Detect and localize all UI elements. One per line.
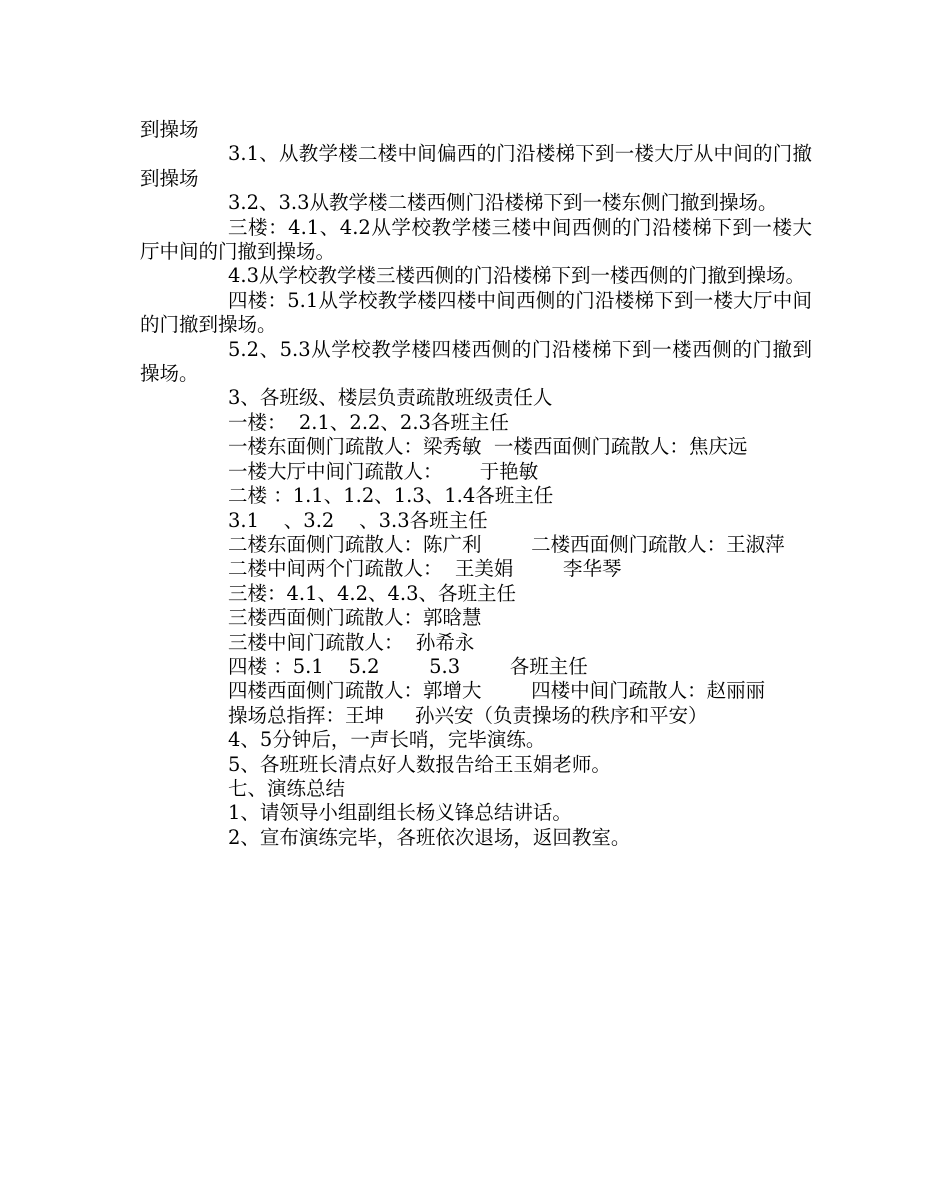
summary-item-1: 1、请领导小组副组长杨义锋总结讲话。 (228, 801, 572, 825)
section-heading-summary: 七、演练总结 (228, 776, 346, 800)
third-floor-west-door: 三楼西面侧门疏散人：郭晗慧 (228, 606, 482, 630)
second-floor-side-doors: 二楼东面侧门疏散人：陈广利 二楼西面侧门疏散人：王淑萍 (228, 532, 785, 556)
playground-commander: 操场总指挥：王坤 孙兴安（负责操场的秩序和平安） (228, 703, 708, 727)
paragraph-third-floor-route-4-1-4-2: 三楼：4.1、4.2从学校教学楼三楼中间西侧的门沿楼梯下到一楼大厅中间的门撤到操场。 (140, 215, 812, 264)
step-4-end-drill: 4、5分钟后，一声长哨，完毕演练。 (228, 728, 546, 752)
fourth-floor-doors: 四楼西面侧门疏散人：郭增大 四楼中间门疏散人：赵丽丽 (228, 679, 766, 703)
second-floor-teachers: 二楼 ：1.1、1.2、1.3、1.4各班主任 (228, 484, 554, 508)
paragraph-continuation: 到操场 (140, 118, 199, 141)
summary-item-2: 2、宣布演练完毕，各班依次退场，返回教室。 (228, 825, 631, 849)
paragraph-route-3-2-3-3: 3.2、3.3从教学楼二楼西侧门沿楼梯下到一楼东侧门撤到操场。 (228, 191, 778, 215)
paragraph-fourth-floor-route-5-1: 四楼：5.1从学校教学楼四楼中间西侧的门沿楼梯下到一楼大厅中间的门撤到操场。 (140, 288, 812, 337)
paragraph-route-3-1: 3.1、从教学楼二楼中间偏西的门沿楼梯下到一楼大厅从中间的门撤到操场 (140, 142, 812, 190)
first-floor-hall-door: 一楼大厅中间门疏散人： 于艳敏 (228, 459, 539, 483)
paragraph-route-4-3: 4.3从学校教学楼三楼西侧的门沿楼梯下到一楼西侧的门撤到操场。 (228, 264, 806, 288)
fourth-floor-teachers: 四楼 ：5.1 5.2 5.3 各班主任 (228, 654, 588, 678)
paragraph-route-5-2-5-3: 5.2、5.3从学校教学楼四楼西侧的门沿楼梯下到一楼西侧的门撤到操场。 (140, 337, 812, 386)
third-floor-middle-door: 三楼中间门疏散人： 孙希永 (228, 630, 475, 654)
step-5-headcount: 5、各班班长清点好人数报告给王玉娟老师。 (228, 752, 611, 776)
first-floor-side-doors: 一楼东面侧门疏散人：梁秀敏 一楼西面侧门疏散人：焦庆远 (228, 435, 748, 459)
second-floor-teachers-cont: 3.1 、3.2 、3.3各班主任 (228, 508, 488, 532)
document-body (140, 118, 812, 850)
third-floor-teachers: 三楼：4.1、4.2、4.3、各班主任 (228, 581, 517, 605)
section-heading-responsible-persons: 3、各班级、楼层负责疏散班级责任人 (228, 386, 553, 410)
first-floor-teachers: 一楼： 2.1、2.2、2.3各班主任 (228, 410, 509, 434)
second-floor-middle-doors: 二楼中间两个门疏散人： 王美娟 李华琴 (228, 557, 622, 581)
